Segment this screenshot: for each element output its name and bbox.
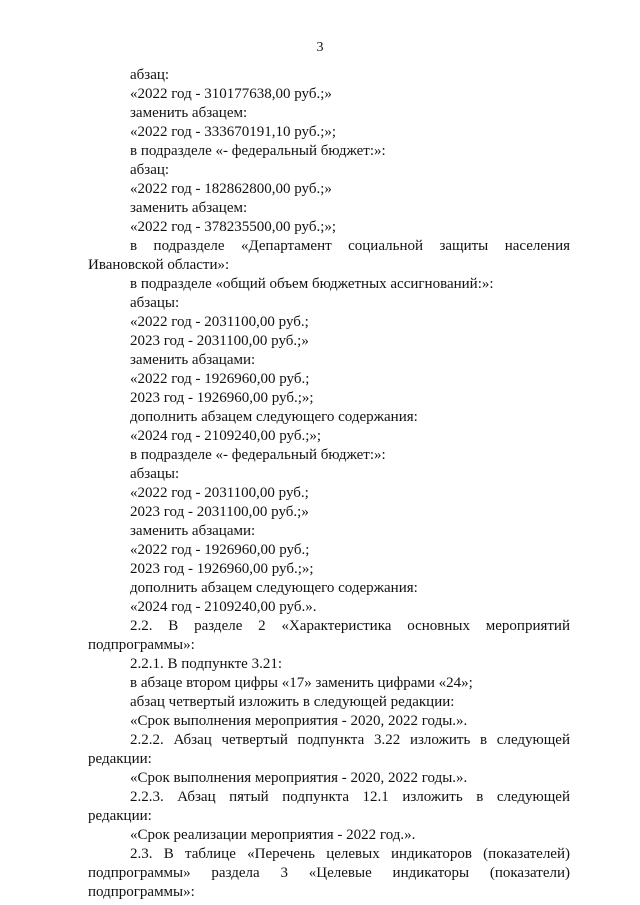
text-line: «Срок реализации мероприятия - 2022 год.».	[130, 827, 416, 843]
text-line: «2022 год - 1926960,00 руб.;	[130, 371, 310, 387]
text-line: абзац:	[130, 67, 170, 83]
text-line: абзацы:	[130, 466, 180, 482]
text-line: абзац четвертый изложить в следующей редакции:	[130, 694, 455, 710]
text-line: «2022 год - 310177638,00 руб.;»	[130, 86, 332, 102]
text-line: 2.2.1. В подпункте 3.21:	[130, 656, 283, 672]
text-line: абзац:	[130, 162, 170, 178]
text-line: заменить абзацами:	[130, 352, 256, 368]
text-line: в подразделе «Департамент социальной защиты населения	[130, 238, 570, 254]
document-body	[88, 66, 570, 902]
text-line: подпрограммы»:	[88, 884, 195, 900]
text-line: «2022 год - 2031100,00 руб.;	[130, 314, 309, 330]
text-line: в подразделе «- федеральный бюджет:»:	[130, 143, 386, 159]
text-line: в подразделе «- федеральный бюджет:»:	[130, 447, 386, 463]
text-line: «2024 год - 2109240,00 руб.;»;	[130, 428, 322, 444]
text-line: редакции:	[88, 751, 152, 767]
text-line: 2023 год - 1926960,00 руб.;»;	[130, 561, 314, 577]
page-number: 3	[316, 40, 324, 55]
text-line: дополнить абзацем следующего содержания:	[130, 409, 418, 425]
text-line: «2022 год - 378235500,00 руб.;»;	[130, 219, 337, 235]
text-line: заменить абзацем:	[130, 200, 248, 216]
text-line: заменить абзацами:	[130, 523, 256, 539]
text-line: «Срок выполнения мероприятия - 2020, 2022 годы.».	[130, 713, 468, 729]
text-line: «2022 год - 333670191,10 руб.;»;	[130, 124, 337, 140]
text-line: 2023 год - 1926960,00 руб.;»;	[130, 390, 314, 406]
text-line: «2022 год - 182862800,00 руб.;»	[130, 181, 332, 197]
text-line: «Срок выполнения мероприятия - 2020, 2022 годы.».	[130, 770, 468, 786]
text-line: абзацы:	[130, 295, 180, 311]
text-line: дополнить абзацем следующего содержания:	[130, 580, 418, 596]
text-line: «2024 год - 2109240,00 руб.».	[130, 599, 317, 615]
text-line: заменить абзацем:	[130, 105, 248, 121]
text-line: 2023 год - 2031100,00 руб.;»	[130, 504, 309, 520]
text-line: «2022 год - 2031100,00 руб.;	[130, 485, 309, 501]
text-line: в подразделе «общий объем бюджетных ассигнований:»:	[130, 276, 494, 292]
text-line: подпрограммы»:	[88, 637, 195, 653]
text-line: 2.2. В разделе 2 «Характеристика основных мероприятий	[130, 618, 570, 634]
text-line: 2.3. В таблице «Перечень целевых индикаторов (показателей)	[130, 846, 570, 862]
text-line: подпрограммы» раздела 3 «Целевые индикаторы (показатели)	[88, 865, 570, 881]
text-line: Ивановской области»:	[88, 257, 230, 273]
text-line: «2022 год - 1926960,00 руб.;	[130, 542, 310, 558]
text-line: 2023 год - 2031100,00 руб.;»	[130, 333, 309, 349]
text-line: 2.2.2. Абзац четвертый подпункта 3.22 изложить в следующей	[130, 732, 570, 748]
text-line: в абзаце втором цифры «17» заменить цифрами «24»;	[130, 675, 473, 691]
text-line: 2.2.3. Абзац пятый подпункта 12.1 изложить в следующей	[130, 789, 570, 805]
text-line: редакции:	[88, 808, 152, 824]
